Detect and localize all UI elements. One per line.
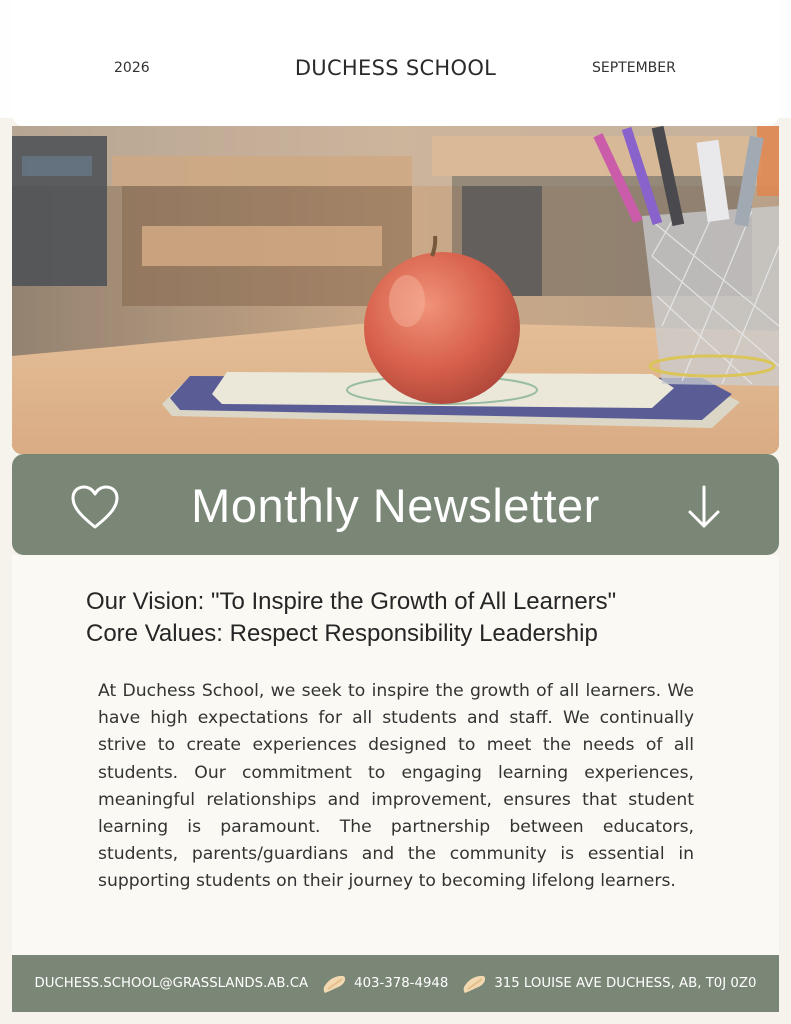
classroom-photo [12, 126, 779, 454]
header-year: 2026 [114, 60, 150, 76]
brush-stroke-icon [462, 973, 488, 995]
footer-phone[interactable]: 403-378-4948 [354, 976, 449, 991]
footer-email[interactable]: DUCHESS.SCHOOL@GRASSLANDS.AB.CA [34, 976, 309, 991]
footer-address: 315 LOUISE AVE DUCHESS, AB, T0J 0Z0 [494, 976, 757, 991]
footer [12, 955, 779, 1012]
brush-stroke-icon [322, 973, 348, 995]
vision-line: Our Vision: "To Inspire the Growth of All Learners" [86, 588, 617, 615]
school-name: DUCHESS SCHOOL [294, 56, 497, 80]
core-values-line: Core Values: Respect Responsibility Leadership [86, 620, 598, 647]
vision-statement [86, 586, 726, 650]
arrow-down-icon [686, 484, 722, 530]
body-paragraph: At Duchess School, we seek to inspire the growth of all learners. We have high expectations for all students and staff. We continually strive to create experiences designed to meet the needs of all students. Our commitment to engaging learning experiences, meaningful relationships and improvement, ensures that student learning is paramount. The partnership between educators, students, parents/guardians and the community is essential in supporting students on their journey to becoming lifelong learners. [98, 681, 694, 892]
newsletter-title: Monthly Newsletter [191, 479, 600, 532]
newsletter-banner [12, 454, 779, 555]
header-month: SEPTEMBER [592, 60, 676, 76]
